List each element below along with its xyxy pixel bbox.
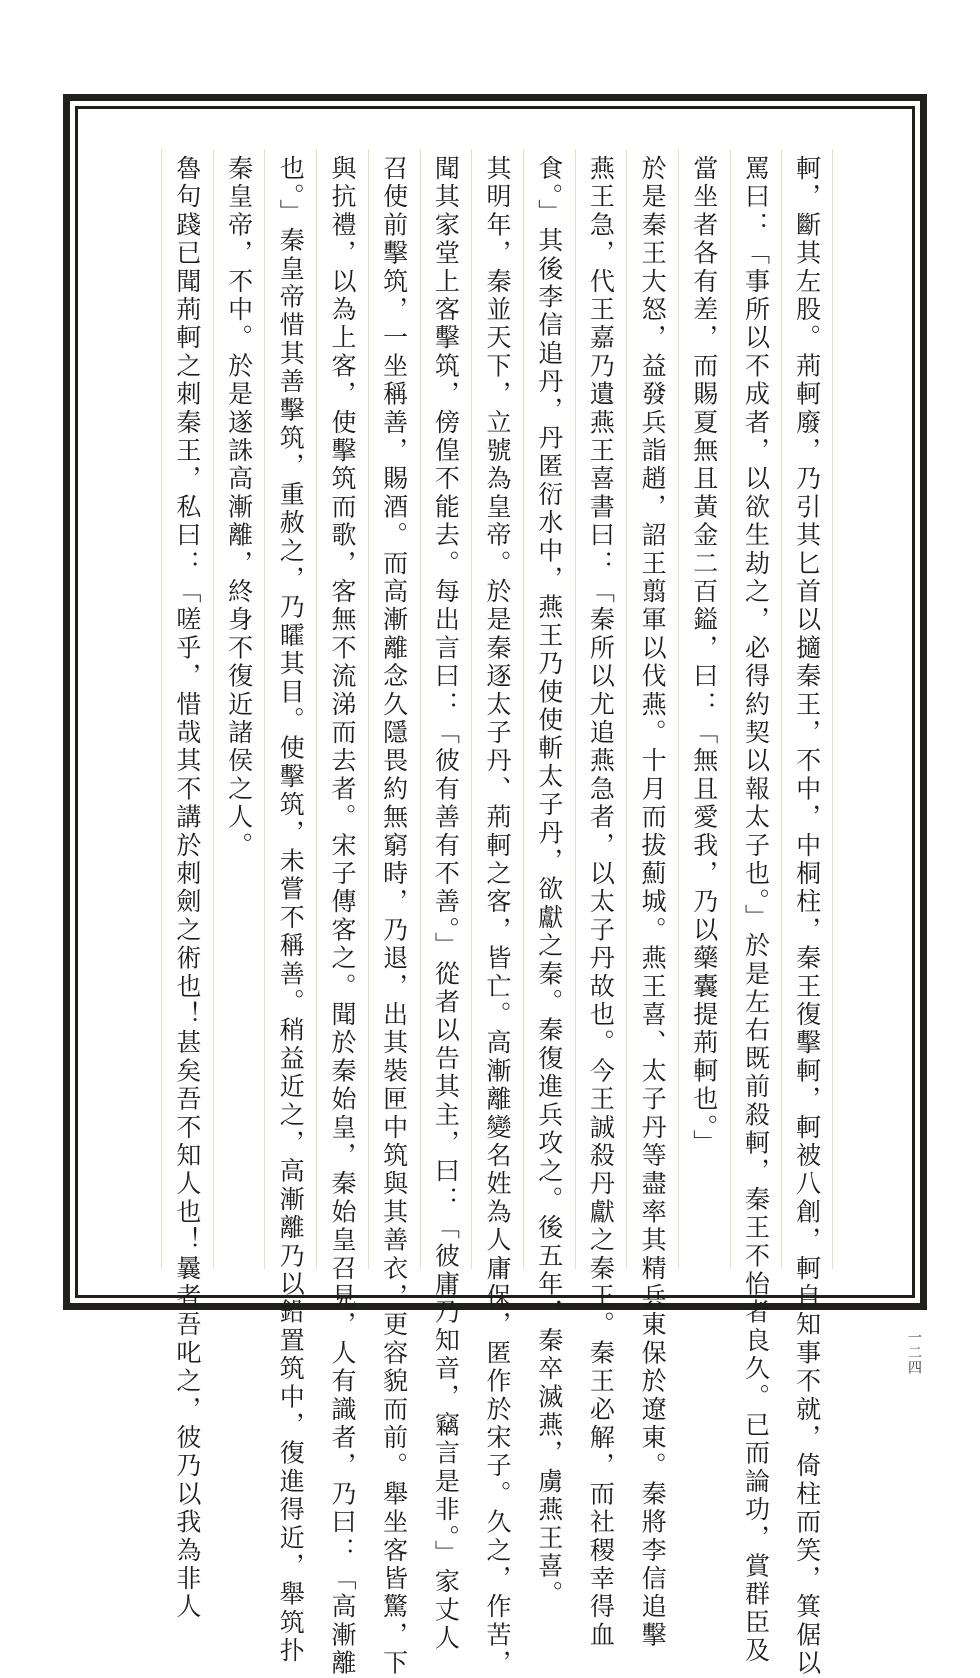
text-column-10	[316, 149, 368, 1678]
column-text: 當坐者各有差，而賜夏無且黃金二百鎰，曰：「無且愛我，乃以藥囊提荊軻也。」	[689, 155, 719, 1158]
column-text: 食。」其後李信追丹，丹匿衍水中，燕王乃使使斬太子丹，欲獻之秦。秦復進兵攻之。後五年，秦卒滅燕，虜燕王喜。	[534, 155, 564, 1609]
column-text: 燕王急，代王嘉乃遺燕王喜書曰：「秦所以尤追燕急者，以太子丹故也。今王誠殺丹獻之秦王。秦王必解，而社稷幸得血	[586, 155, 616, 1650]
text-column-3	[678, 149, 730, 1269]
text-column-1	[781, 149, 833, 1678]
column-text: 與抗禮，以為上客，使擊筑而歌，客無不流涕而去者。宋子傳客之。聞於秦始皇，秦始皇召見，人有識者，乃曰：「高漸離	[327, 155, 357, 1678]
column-text: 其明年，秦並天下，立號為皇帝。於是秦逐太子丹、荊軻之客，皆亡。高漸離變名姓為人庸保，匿作於宋子。久之，作苦，	[483, 155, 513, 1678]
column-text: 也。」秦皇帝惜其善擊筑，重赦之，乃矐其目。使擊筑，未嘗不稱善。稍益近之，高漸離乃以鉛置筑中，復進得近，舉筑扑	[276, 155, 306, 1666]
text-column-7	[471, 149, 523, 1678]
text-column-8	[420, 149, 472, 1653]
vertical-text-block	[161, 149, 833, 1678]
page-number: 一二四	[906, 1330, 922, 1375]
text-column-9	[368, 149, 420, 1678]
text-column-5	[575, 149, 627, 1650]
column-text: 罵曰：「事所以不成者，以欲生劫之，必得約契以報太子也。」於是左右既前殺軻，秦王不怡者良久。已而論功，賞群臣及	[741, 155, 771, 1666]
column-text: 魯句踐已聞荊軻之刺秦王，私曰：「嗟乎，惜哉其不講於刺劍之術也！甚矣吾不知人也！曩者吾叱之，彼乃以我為非人	[172, 155, 202, 1622]
text-column-13	[161, 149, 213, 1622]
text-column-4	[626, 149, 678, 1650]
column-text: 召使前擊筑，一坐稱善，賜酒。而高漸離念久隱畏約無窮時，乃退，出其裝匣中筑與其善衣，更容貌而前。舉坐客皆驚，下	[379, 155, 409, 1678]
text-column-11	[264, 149, 316, 1666]
text-column-12	[213, 149, 265, 1269]
column-text: 秦皇帝，不中。於是遂誅高漸離，終身不復近諸侯之人。	[224, 155, 254, 860]
text-column-2	[730, 149, 782, 1666]
column-text: 於是秦王大怒，益發兵詣趙，詔王翦軍以伐燕。十月而拔薊城。燕王喜、太子丹等盡率其精兵東保於遼東。秦將李信追擊	[638, 155, 668, 1650]
column-text: 聞其家堂上客擊筑，傍偟不能去。每出言曰：「彼有善有不善。」從者以告其主，曰：「彼庸乃知音，竊言是非。」家丈人	[431, 155, 461, 1653]
column-text: 軻，斷其左股。荊軻廢，乃引其匕首以擿秦王，不中，中桐柱，秦王復擊軻，軻被八創，軻自知事不就，倚柱而笑，箕倨以	[792, 155, 822, 1678]
text-column-6	[523, 149, 575, 1609]
